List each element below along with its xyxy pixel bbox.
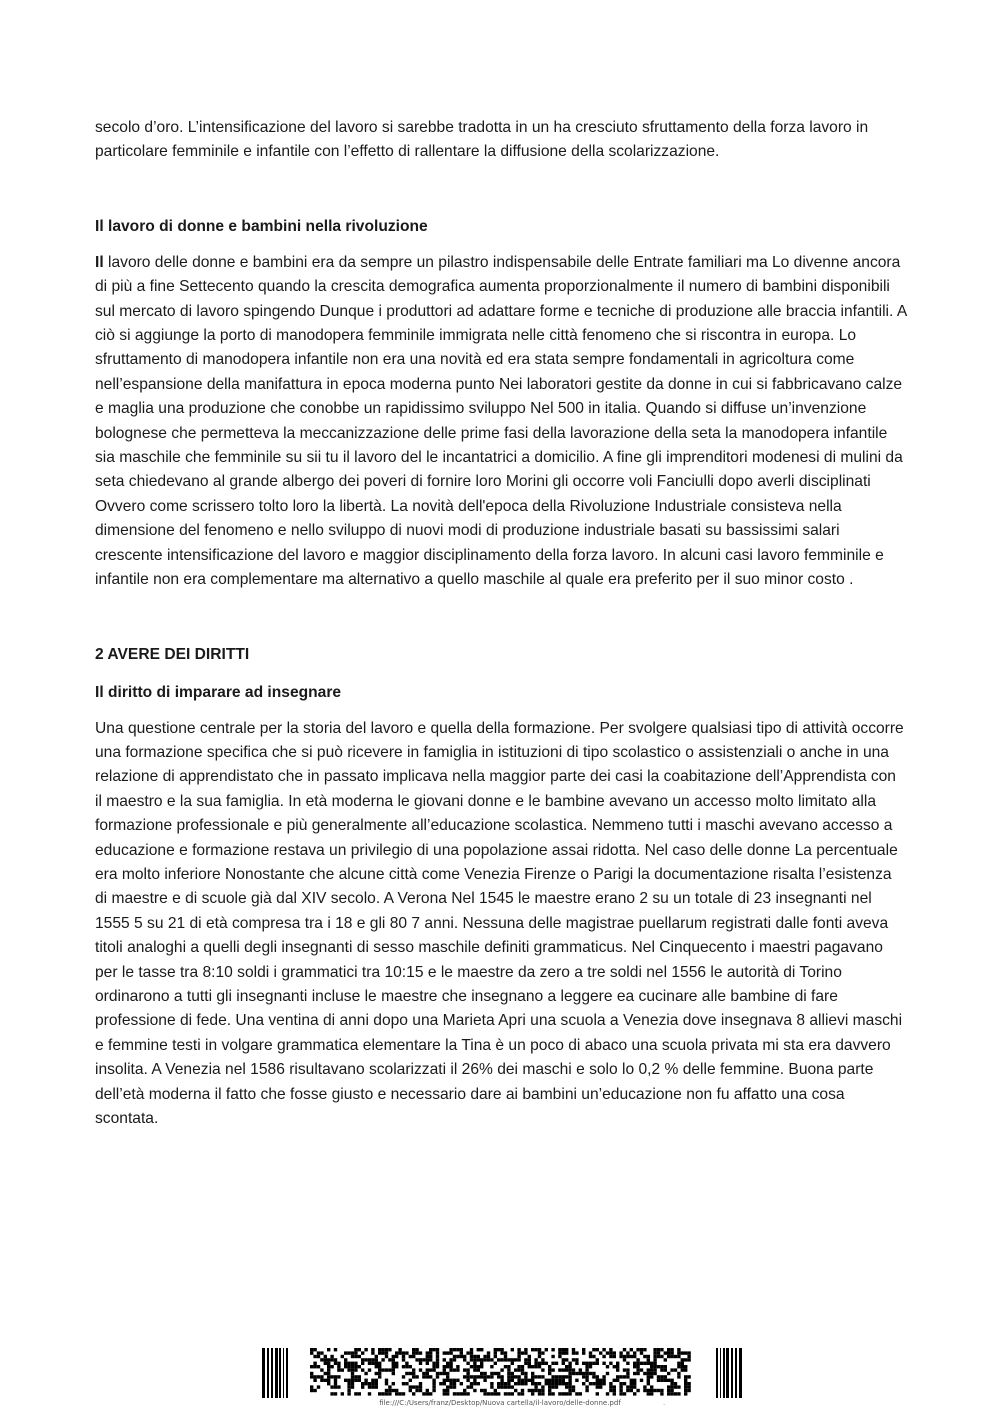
paragraph-text: lavoro delle donne e bambini era da sempre un pilastro indispensabile delle Entrate familiari ma Lo divenne ancora di più a fine Settecento quando la crescita demografica aumenta proporzionalmente il numero di bambini disponibili sul mercato di lavoro spingendo Dunque i produttori ad adattare forme e tecniche di produzione alle braccia infantili. A ciò si aggiunge la porto di manodopera femminile immigrata nelle città fenomeno che si riscontra in europa. Lo sfruttamento di manodopera infantile non era una novità ed era stata sempre fondamentali in agricoltura come nell’espansione della manifattura in epoca moderna punto Nei laboratori gestite da donne in cui si fabbricavano calze e maglia una produzione che conobbe un rapidissimo sviluppo Nel 500 in italia. Quando si diffuse un’invenzione bolognese che permetteva la meccanizzazione delle prime fasi della lavorazione della seta la manodopera infantile sia maschile che femminile su sii tu il lavoro del le incantatrici a domicilio. A fine gli imprenditori modenesi di mulini da seta chiedevano al grande albergo dei poveri di fornire loro Morini gli occorre voli Fanciulli dopo averli disciplinati Ovvero come scrissero tolto loro la libertà. La novità dell'epoca della Rivoluzione Industriale consisteva nella dimensione del fenomeno e nello sviluppo di nuovi modi di produzione industriale basati su bassissimi salari crescente intensificazione del lavoro e maggior disciplinamento della forza lavoro. In alcuni casi lavoro femminile e infantile non era complementare ma alternativo a quello maschile al quale era preferito per il suo minor costo . — [95, 253, 907, 589]
section-heading-revolution: Il lavoro di donne e bambini nella rivoluzione — [95, 217, 428, 235]
section-subheading-learning: Il diritto di imparare ad insegnare — [95, 683, 342, 701]
section-heading-rights: 2 AVERE DEI DIRITTI — [95, 645, 250, 663]
intro-paragraph: secolo d’oro. L’intensificazione del lavoro si sarebbe tradotta in un ha cresciuto sfruttamento della forza lavoro in particolare femminile e infantile con l’effetto di rallentare la diffusione della scolarizzazione. — [95, 119, 869, 161]
barcode-image — [262, 1348, 742, 1398]
section-paragraph-learning: Una questione centrale per la storia del lavoro e quella della formazione. Per svolgere qualsiasi tipo di attività occorre una formazione specifica che si può ricevere in famiglia in istituzioni di tipo scolastico o assistenziali o anche in una relazione di apprendistato che in passato implicava nella maggior parte dei casi la coabitazione dell’Apprendista con il maestro e la sua famiglia. In età moderna le giovani donne e le bambine avevano un accesso molto limitato alla formazione professionale e più generalmente all’educazione scolastica. Nemmeno tutti i maschi avevano accesso a educazione e formazione restava un privilegio di una popolazione assai ridotta. Nel caso delle donne La percentuale era molto inferiore Nonostante che alcune città come Venezia Firenze o Parigi la documentazione risalta l’esistenza di maestre e di scuole già dal XIV secolo. A Verona Nel 1545 le maestre erano 2 su un totale di 23 insegnanti nel 1555 5 su 21 di età compresa tra i 18 e gli 80 7 anni. Nessuna delle magistrae puellarum registrati dalle fonti aveva titoli analoghi a quelli degli insegnanti di sesso maschile definiti grammaticus. Nel Cinquecento i maestri pagavano per le tasse tra 8:10 soldi i grammatici tra 10:15 e le maestre da zero a tre soldi nel 1556 le autorità di Torino ordinarono a tutti gli insegnanti incluse le maestre che insegnano a leggere ea cucinare alle bambine di fare professione di fede. Una ventina di anni dopo una Marieta Apri una scuola a Venezia dove insegnava 8 allievi maschi e femmine testi in volgare grammatica elementare la Tina è un poco di abaco una scuola privata mi sta era davvero insolita. A Venezia nel 1586 risultavano scolarizzati il 26% dei maschi e solo lo 0,2 % delle femmine. Buona parte dell’età moderna il fatto che fosse giusto e necessario dare ai bambini un’educazione non fu affatto una cosa scontata. — [95, 719, 904, 1127]
document-body — [95, 116, 907, 1131]
footer-dot: . — [663, 1399, 666, 1407]
section-paragraph-revolution — [95, 251, 907, 593]
paragraph-first-word: Il — [95, 253, 104, 271]
footer-file-path: file:///C:/Users/franz/Desktop/Nuova cartella/il-lavoro/delle-donne.pdf — [379, 1399, 621, 1407]
